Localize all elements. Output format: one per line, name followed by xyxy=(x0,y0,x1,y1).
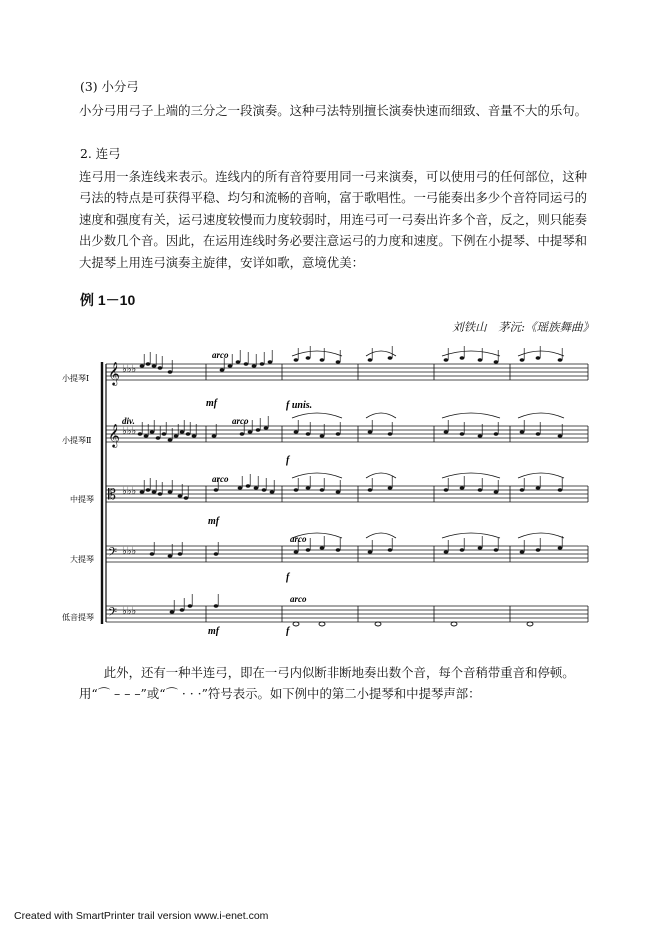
arco-mark-violin1: arco xyxy=(212,350,229,360)
note-head xyxy=(178,552,183,556)
note-head xyxy=(294,488,299,492)
note-head xyxy=(162,432,167,436)
slur xyxy=(292,351,342,356)
slur xyxy=(518,351,564,356)
note-head xyxy=(536,548,541,552)
clef-icon: 𝄢 xyxy=(108,546,118,562)
note-head xyxy=(368,430,373,434)
note-head xyxy=(174,434,179,438)
note-head xyxy=(494,548,499,552)
dynamic-mf-viola: mf xyxy=(208,516,220,527)
note-head xyxy=(306,486,311,490)
note-head xyxy=(180,608,185,612)
note-head xyxy=(460,356,465,360)
slur xyxy=(442,413,500,418)
note-head xyxy=(248,430,253,434)
slur xyxy=(442,533,500,538)
note-head xyxy=(520,488,525,492)
slur xyxy=(366,473,396,478)
note-head xyxy=(388,486,393,490)
note-head xyxy=(444,358,449,362)
dynamic-f-contrabass: f xyxy=(286,626,290,636)
note-head xyxy=(146,488,151,492)
note-head xyxy=(444,550,449,554)
note-head xyxy=(558,358,563,362)
note-head xyxy=(236,360,241,364)
note-head xyxy=(494,360,499,364)
note-head xyxy=(320,546,325,550)
note-head xyxy=(558,546,563,550)
note-head xyxy=(168,438,173,442)
slur xyxy=(442,473,500,478)
note-head xyxy=(294,358,299,362)
note-head xyxy=(156,436,161,440)
note-head xyxy=(254,486,259,490)
note-head xyxy=(256,428,261,432)
dynamic-mf-contrabass: mf xyxy=(208,626,220,636)
note-head xyxy=(478,546,483,550)
dynamic-f-violin2: f xyxy=(286,455,290,466)
slur xyxy=(366,533,396,538)
note-head xyxy=(170,610,175,614)
note-head xyxy=(520,430,525,434)
note-head xyxy=(536,486,541,490)
arco-mark-cello: arco xyxy=(290,534,307,544)
note-head xyxy=(146,362,151,366)
closing-paragraph: 此外，还有一种半连弓，即在一弓内似断非断地奏出数个音，每个音稍带重音和停顿。用“⌒ – – –”或“⌒ · · ·”符号表示。如下例中的第二小提琴和中提琴声部： xyxy=(79,665,575,702)
note-head xyxy=(368,358,373,362)
note-head xyxy=(293,622,299,626)
note-head xyxy=(264,426,269,430)
key-signature-icon: ♭♭♭ xyxy=(122,486,137,497)
key-signature-icon: ♭♭♭ xyxy=(122,546,137,557)
note-head xyxy=(368,488,373,492)
note-head xyxy=(527,622,533,626)
note-head xyxy=(140,364,145,368)
note-head xyxy=(168,370,173,374)
note-head xyxy=(336,490,341,494)
slur xyxy=(518,533,564,538)
clef-icon: 𝄢 xyxy=(108,606,118,622)
key-signature-icon: ♭♭♭ xyxy=(122,364,137,375)
dynamic-mf-violin1: mf xyxy=(206,398,218,409)
clef-icon: 𝄡 xyxy=(108,487,116,503)
dynamic-f-cello: f xyxy=(286,572,290,583)
note-head xyxy=(494,432,499,436)
slur xyxy=(518,413,564,418)
note-head xyxy=(336,548,341,552)
note-head xyxy=(478,434,483,438)
note-head xyxy=(460,548,465,552)
note-head xyxy=(388,356,393,360)
note-head xyxy=(520,550,525,554)
note-head xyxy=(319,622,325,626)
note-head xyxy=(180,430,185,434)
note-head xyxy=(306,548,311,552)
note-head xyxy=(188,604,193,608)
note-head xyxy=(536,356,541,360)
note-head xyxy=(294,550,299,554)
section-heading: 2. 连弓 xyxy=(80,146,121,161)
note-head xyxy=(444,488,449,492)
arco-mark-viola: arco xyxy=(212,474,229,484)
note-head xyxy=(558,488,563,492)
instrument-label-violin2: 小提琴Ⅱ xyxy=(62,436,92,445)
instrument-label-violin1: 小提琴Ⅰ xyxy=(62,374,90,383)
note-head xyxy=(152,490,157,494)
note-head xyxy=(375,622,381,626)
note-head xyxy=(294,430,299,434)
music-score xyxy=(60,336,610,640)
note-head xyxy=(214,604,219,608)
watermark-text: Created with SmartPrinter trail version www.i-enet.com xyxy=(14,910,269,922)
section-paragraph: 连弓用一条连线来表示。连线内的所有音符要用同一弓来演奏，可以使用弓的任何部位，这种弓法的特点是可获得平稳、均匀和流畅的音响，富于歌唱性。一弓能奏出多少个音符同运弓的速度和强度有关，运弓速度较慢而力度较弱时，用连弓可一弓奏出许多个音，反之，则只能奏出少数几个音。因此，在运用连线时务必要注意运弓的力度和速度。下例在小提琴、中提琴和大提琴上用连弓演奏主旋律，安详如歌，意境优美： xyxy=(79,169,588,270)
note-head xyxy=(451,622,457,626)
note-head xyxy=(168,490,173,494)
subsection-paragraph: 小分弓用弓子上端的三分之一段演奏。这种弓法特别擅长演奏快速而细致、音量不大的乐句。 xyxy=(79,103,588,118)
slur xyxy=(518,473,564,478)
note-head xyxy=(336,360,341,364)
note-head xyxy=(228,364,233,368)
note-head xyxy=(306,432,311,436)
note-head xyxy=(186,432,191,436)
note-head xyxy=(192,434,197,438)
note-head xyxy=(460,432,465,436)
note-head xyxy=(158,492,163,496)
note-head xyxy=(478,358,483,362)
note-head xyxy=(536,432,541,436)
clef-icon: 𝄞 xyxy=(108,361,120,385)
note-head xyxy=(306,356,311,360)
example-label: 例 1－10 xyxy=(80,292,136,308)
note-head xyxy=(520,358,525,362)
key-signature-icon: ♭♭♭ xyxy=(122,606,137,617)
arco-mark-violin2: arco xyxy=(232,416,249,426)
slur xyxy=(366,413,396,418)
key-signature-icon: ♭♭♭ xyxy=(122,426,137,437)
note-head xyxy=(336,432,341,436)
instrument-label-contrabass: 低音提琴 xyxy=(62,613,94,622)
note-head xyxy=(178,494,183,498)
note-head xyxy=(252,364,257,368)
note-head xyxy=(320,434,325,438)
instrument-label-viola: 中提琴 xyxy=(70,495,94,504)
note-head xyxy=(260,362,265,366)
note-head xyxy=(184,496,189,500)
note-head xyxy=(152,364,157,368)
clef-icon: 𝄞 xyxy=(108,423,120,447)
note-head xyxy=(214,488,219,492)
arco-mark-contrabass: arco xyxy=(290,594,307,604)
note-head xyxy=(494,490,499,494)
note-head xyxy=(460,486,465,490)
note-head xyxy=(270,490,275,494)
note-head xyxy=(244,362,249,366)
note-head xyxy=(240,432,245,436)
note-head xyxy=(158,366,163,370)
div-mark-violin2: div. xyxy=(122,416,135,426)
note-head xyxy=(150,430,155,434)
note-head xyxy=(368,550,373,554)
note-head xyxy=(150,552,155,556)
slur xyxy=(366,351,396,356)
note-head xyxy=(388,548,393,552)
note-head xyxy=(558,434,563,438)
note-head xyxy=(320,488,325,492)
note-head xyxy=(444,430,449,434)
note-head xyxy=(168,554,173,558)
note-head xyxy=(144,434,149,438)
subsection-heading: (3) 小分弓 xyxy=(80,79,139,94)
note-head xyxy=(138,432,143,436)
note-head xyxy=(262,488,267,492)
instrument-label-cello: 大提琴 xyxy=(70,555,94,564)
note-head xyxy=(320,358,325,362)
note-head xyxy=(268,360,273,364)
composer-credit: 刘铁山 茅沅:《瑶族舞曲》 xyxy=(452,320,594,334)
note-head xyxy=(214,552,219,556)
slur xyxy=(292,413,342,418)
slur xyxy=(442,351,500,356)
note-head xyxy=(388,432,393,436)
note-head xyxy=(478,488,483,492)
note-head xyxy=(212,434,217,438)
note-head xyxy=(246,484,251,488)
note-head xyxy=(140,490,145,494)
note-head xyxy=(238,486,243,490)
slur xyxy=(292,473,342,478)
dynamic-f-unis: f unis. xyxy=(286,400,313,411)
note-head xyxy=(220,368,225,372)
